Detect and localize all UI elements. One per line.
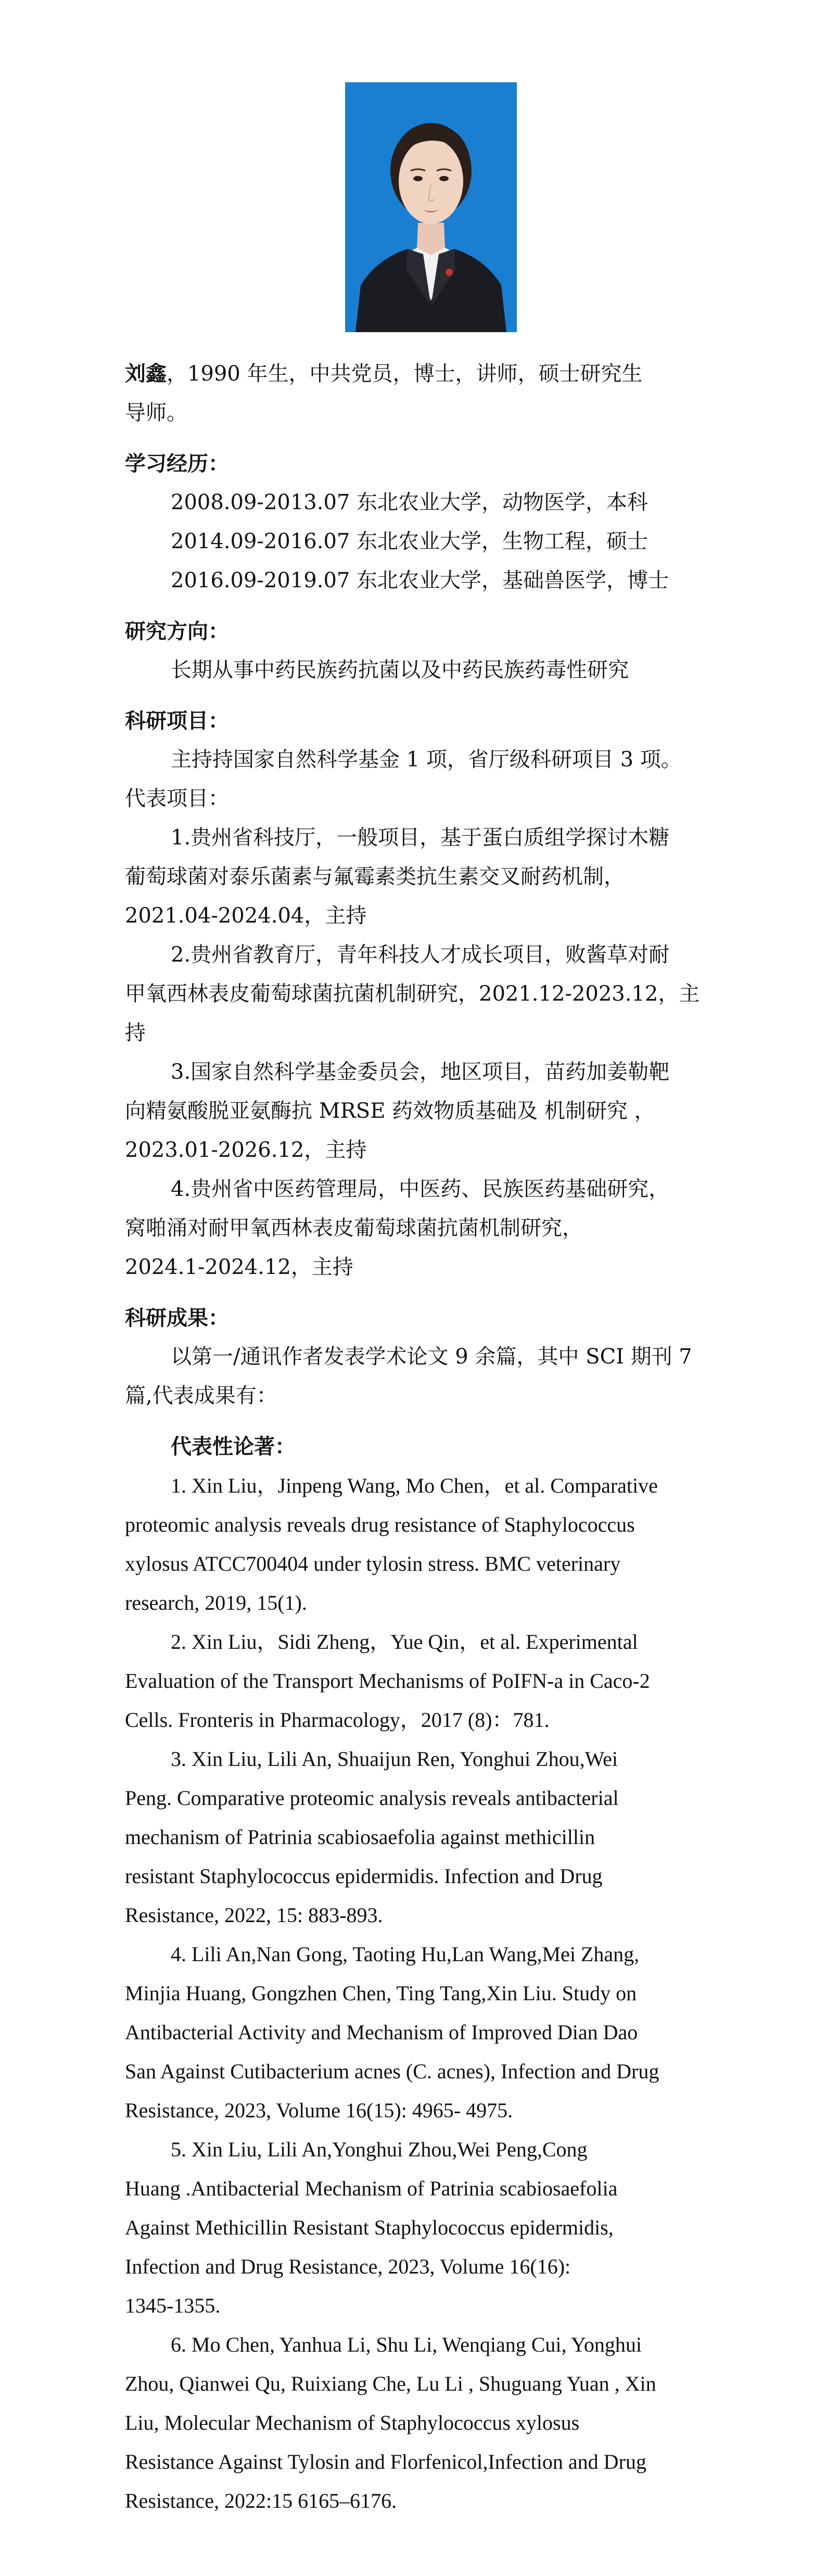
paper-5-line: Infection and Drug Resistance, 2023, Volume 16(16): (125, 2255, 571, 2278)
paper-3-line: resistant Staphylococcus epidermidis. Infection and Drug (125, 1864, 603, 1888)
project-1-line: 葡萄球菌对泰乐菌素与氟霉素类抗生素交叉耐药机制， (125, 865, 625, 889)
project-1-line: 2021.04-2024.04，主持 (125, 904, 367, 928)
project-1-line: 1.贵州省科技厅，一般项目，基于蛋白质组学探讨木糖 (171, 826, 670, 850)
achievements-line: 篇,代表成果有： (125, 1384, 277, 1408)
education-heading: 学习经历： (125, 451, 229, 476)
paper-3-line: Resistance, 2022, 15: 883-893. (125, 1903, 383, 1927)
portrait-illustration (345, 82, 517, 332)
paper-6-line: Liu, Molecular Mechanism of Staphylococcus xylosus (125, 2411, 580, 2434)
paper-6-line: Zhou, Qianwei Qu, Ruixiang Che, Lu Li , Shuguang Yuan , Xin (125, 2372, 656, 2395)
paper-4-line: 4. Lili An,Nan Gong, Taoting Hu,Lan Wang,Mei Zhang, (171, 1942, 640, 1966)
paper-5-line: Against Methicillin Resistant Staphylococcus epidermidis, (125, 2216, 614, 2239)
paper-1-line: 1. Xin Liu，Jinpeng Wang, Mo Chen，et al. Comparative (171, 1474, 658, 1497)
education-item: 2016.09-2019.07 东北农业大学，基础兽医学，博士 (171, 569, 669, 592)
achievements-heading: 科研成果： (125, 1306, 229, 1330)
project-3-line: 3.国家自然科学基金委员会，地区项目，苗药加姜勒靶 (171, 1060, 670, 1084)
paper-5-line: 1345-1355. (125, 2294, 221, 2317)
intro-line-1 (125, 354, 703, 394)
research-direction-text: 长期从事中药民族药抗菌以及中药民族药毒性研究 (171, 658, 629, 682)
project-2-line: 甲氧西林表皮葡萄球菌抗菌机制研究，2021.12-2023.12，主 (125, 982, 700, 1006)
paper-2-line: Evaluation of the Transport Mechanisms of PoIFN-a in Caco-2 (125, 1669, 650, 1693)
intro-line-2: 导师。 (125, 401, 187, 425)
paper-1-line: proteomic analysis reveals drug resistance of Staphylococcus (125, 1513, 635, 1536)
education-item: 2014.09-2016.07 东北农业大学，生物工程，硕士 (171, 529, 649, 553)
paper-4-line: Resistance, 2023, Volume 16(15): 4965- 4975. (125, 2099, 513, 2122)
paper-5-line: 5. Xin Liu, Lili An,Yonghui Zhou,Wei Peng,Cong (171, 2138, 588, 2161)
papers-heading: 代表性论著： (171, 1434, 296, 1459)
project-4-line: 窝啪涌对耐甲氧西林表皮葡萄球菌抗菌机制研究， (125, 1216, 583, 1240)
achievements-line: 以第一/通讯作者发表学术论文 9 余篇，其中 SCI 期刊 7 (171, 1345, 692, 1369)
paper-5-line: Huang .Antibacterial Mechanism of Patrinia scabiosaefolia (125, 2177, 618, 2200)
paper-1-line: xylosus ATCC700404 under tylosin stress. BMC veterinary (125, 1552, 621, 1575)
portrait-photo (345, 82, 517, 332)
paper-3-line: Peng. Comparative proteomic analysis reveals antibacterial (125, 1786, 619, 1810)
project-3-line: 向精氨酸脱亚氨酶抗 MRSE 药效物质基础及 机制研究 ， (125, 1099, 655, 1123)
paper-4-line: San Against Cutibacterium acnes (C. acnes), Infection and Drug (125, 2060, 659, 2083)
paper-3-line: 3. Xin Liu, Lili An, Shuaijun Ren, Yonghui Zhou,Wei (171, 1747, 618, 1771)
projects-summary: 主持持国家自然科学基金 1 项，省厅级科研项目 3 项。 (171, 748, 682, 772)
project-3-line: 2023.01-2026.12，主持 (125, 1138, 367, 1162)
project-2-line: 2.贵州省教育厅，青年科技人才成长项目，败酱草对耐 (171, 943, 670, 967)
projects-representative-label: 代表项目： (125, 787, 229, 811)
projects-heading: 科研项目： (125, 709, 229, 733)
project-4-line: 2024.1-2024.12，主持 (125, 1255, 353, 1279)
education-item: 2008.09-2013.07 东北农业大学，动物医学，本科 (171, 490, 649, 514)
profile-content (125, 354, 703, 2520)
paper-6-line: 6. Mo Chen, Yanhua Li, Shu Li, Wenqiang Cui, Yonghui (171, 2333, 642, 2356)
paper-2-line: Cells. Fronteris in Pharmacology，2017 (8)：781. (125, 1708, 550, 1732)
paper-6-line: Resistance, 2022:15 6165–6176. (125, 2489, 397, 2512)
person-name: 刘鑫 (125, 361, 167, 386)
research-direction-heading: 研究方向： (125, 619, 229, 643)
paper-1-line: research, 2019, 15(1). (125, 1591, 307, 1614)
project-4-line: 4.贵州省中医药管理局，中医药、民族医药基础研究， (171, 1177, 670, 1201)
paper-6-line: Resistance Against Tylosin and Florfenicol,Infection and Drug (125, 2450, 646, 2473)
intro-text: ，1990 年生，中共党员，博士，讲师，硕士研究生 (167, 362, 643, 386)
paper-4-line: Antibacterial Activity and Mechanism of Improved Dian Dao (125, 2021, 638, 2044)
project-2-line: 持 (125, 1021, 146, 1045)
paper-3-line: mechanism of Patrinia scabiosaefolia against methicillin (125, 1825, 595, 1849)
paper-2-line: 2. Xin Liu，Sidi Zheng，Yue Qin，et al. Experimental (171, 1630, 638, 1653)
paper-4-line: Minjia Huang, Gongzhen Chen, Ting Tang,Xin Liu. Study on (125, 1981, 637, 2005)
